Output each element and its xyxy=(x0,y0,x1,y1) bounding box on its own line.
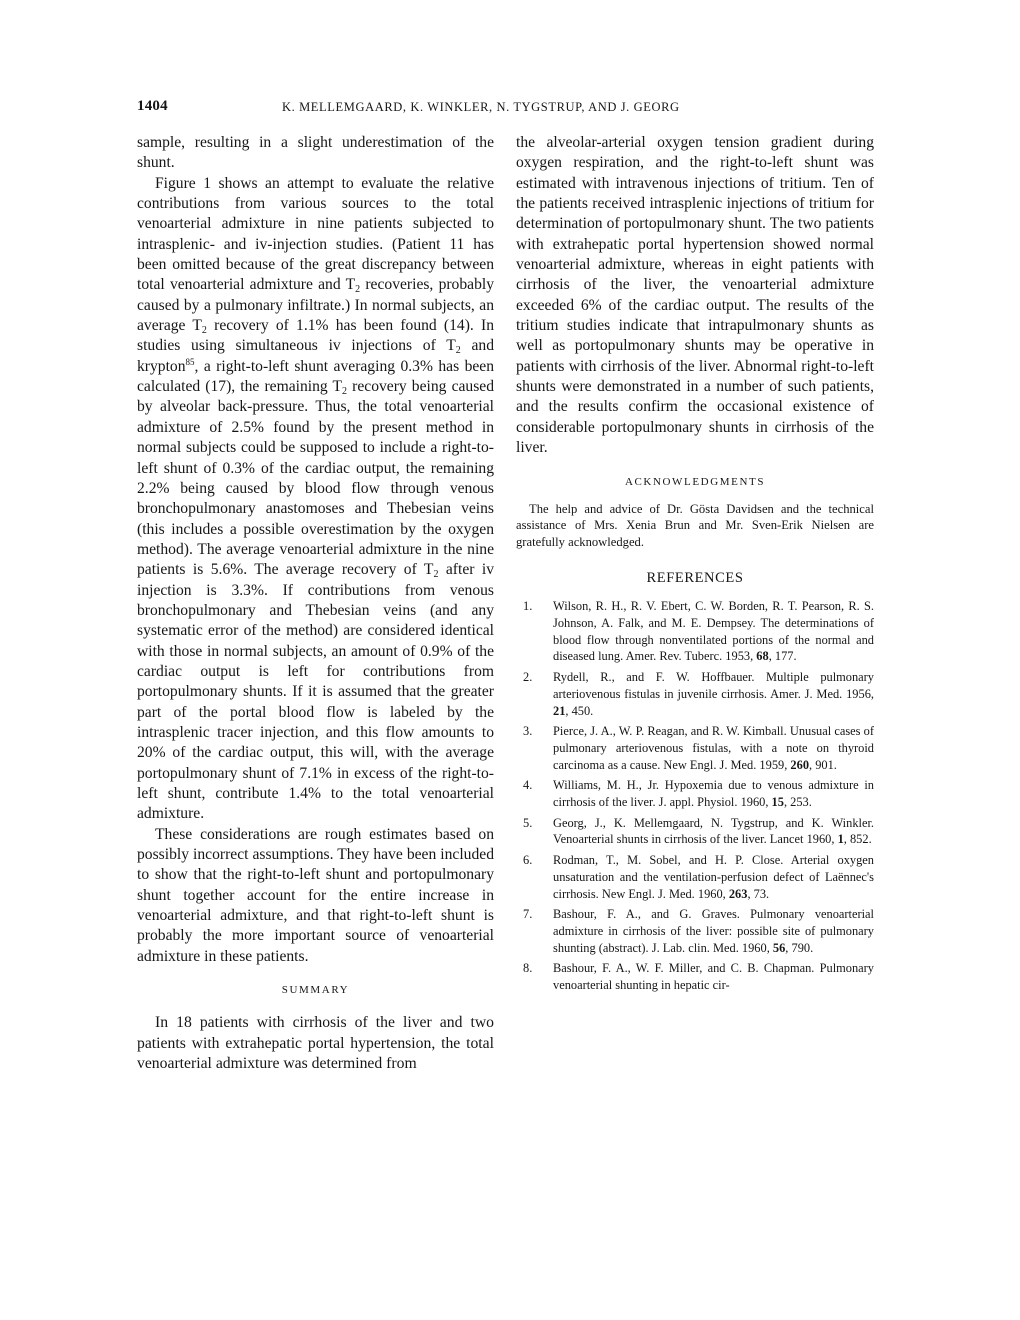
reference-item: 1. Wilson, R. H., R. V. Ebert, C. W. Borden, R. T. Pearson, R. S. Johnson, A. Falk, and M. E. Dempsey. The determinations of blood flow through nonventilated portions of the normal and diseased lung. Amer. Rev. Tuberc. 1953, 68, 177. xyxy=(523,599,874,664)
right-column xyxy=(516,133,874,994)
summary-paragraph-start: In 18 patients with cirrhosis of the liver and two patients with extrahepatic portal hypertension, the total venoarterial admixture was determined from xyxy=(137,1014,494,1072)
left-column xyxy=(137,133,494,1074)
reference-item: 6. Rodman, T., M. Sobel, and H. P. Close. Arterial oxygen unsaturation and the ventilation-perfusion defect of Laënnec's cirrhosis. New Engl. J. Med. 1960, 263, 73. xyxy=(523,853,874,901)
running-head: K. MELLEMGAARD, K. WINKLER, N. TYGSTRUP, AND J. GEORG xyxy=(282,100,680,114)
paragraph-figure-1-discussion: Figure 1 shows an attempt to evaluate the relative contributions from various sources to the total venoarterial admixture in nine patients subjected to intrasplenic- and iv-injection studies. (Patient 11 has been omitted because of the great discrepancy between total venoarterial admixture and $T_2$ recoveries, probably caused by a pulmonary infiltrate.) In normal subjects, an average $T_2$ recovery of 1.1% has been found (14). In studies using simultaneous iv injections of $T_2$ and krypton$^{85}$, a right-to-left shunt averaging 0.3% has been calculated (17), the remaining $T_2$ recovery being caused by alveolar back-pressure. Thus, the total venoarterial admixture of 2.5% found by the present method in normal subjects could be supposed to include a right-to-left shunt of 0.3% of the cardiac output, the remaining 2.2% being caused by blood flow through venous bronchopulmonary anastomoses and Thebesian veins (this includes a possible overestimation by the oxygen method). The average venoarterial admixture in the nine patients is 5.6%. The average recovery of $T_2$ after iv injection is 3.3%. If contributions from venous bronchopulmonary and Thebesian veins (and any systematic error of the method) are considered identical with those in normal subjects, an amount of 0.9% of the cardiac output is left for contributions from portopulmonary shunts. If it is assumed that the greater part of the portal blood flow is labeled by the intrasplenic tracer injection, and this flow amounts to 20% of the cardiac output, this will, with the average portopulmonary shunt of 7.1% in excess of the right-to-left shunt, contribute 1.4% to the total venoarterial admixture. xyxy=(137,174,494,823)
acknowledgments-heading: ACKNOWLEDGMENTS xyxy=(624,475,766,488)
page-number: 1404 xyxy=(137,98,168,114)
summary-paragraph-end: the alveolar-arterial oxygen tension gradient during oxygen respiration, and the right-to-left shunt was estimated with intravenous injections of tritium. Ten of the patients received intrasplenic injections of tritium for determination of portopulmonary shunt. The two patients with extrahepatic portal hypertension showed normal venoarterial admixture, whereas in eight patients with cirrhosis of the liver, the venoarterial admixture exceeded 6% of the cardiac output. The results of the tritium studies indicate that intrapulmonary shunts as well as portopulmonary shunts may be operative in patients with cirrhosis of the liver. Abnormal right-to-left shunts were demonstrated in a number of such patients, and the results confirm the occasional existence of considerable portopulmonary shunts in cirrhosis of the liver. xyxy=(516,134,874,457)
reference-item: 8. Bashour, F. A., W. F. Miller, and C. B. Chapman. Pulmonary venoarterial shunting in hepatic cir- xyxy=(523,961,874,993)
reference-list xyxy=(516,598,874,993)
paragraph-continued: sample, resulting in a slight underestimation of the shunt. xyxy=(137,134,494,172)
acknowledgments-text: The help and advice of Dr. Gösta Davidsen and the technical assistance of Mrs. Xenia Brun and Mr. Sven-Erik Nielsen are gratefully acknowledged. xyxy=(516,501,874,549)
reference-item: 5. Georg, J., K. Mellemgaard, N. Tygstrup, and K. Winkler. Venoarterial shunts in cirrhosis of the liver. Lancet 1960, 1, 852. xyxy=(523,815,874,847)
references-heading: REFERENCES xyxy=(646,570,744,587)
summary-heading: SUMMARY xyxy=(281,984,350,997)
reference-item: 7. Bashour, F. A., and G. Graves. Pulmonary venoarterial admixture in cirrhosis of the liver: possible site of pulmonary shunting (abstract). J. Lab. clin. Med. 1960, 56, 790. xyxy=(523,907,874,955)
reference-item: 3. Pierce, J. A., W. P. Reagan, and R. W. Kimball. Unusual cases of pulmonary arteriovenous fistulas, with a note on thyroid carcinoma as a cause. New Engl. J. Med. 1959, 260, 901. xyxy=(523,724,874,772)
reference-item: 2. Rydell, R., and F. W. Hoffbauer. Multiple pulmonary arteriovenous fistulas in juvenile cirrhosis. Amer. J. Med. 1956, 21, 450. xyxy=(523,670,874,718)
paragraph-considerations: These considerations are rough estimates based on possibly incorrect assumptions. They have been included to show that the right-to-left shunt and portopulmonary shunt together account for the entire increase in venoarterial admixture, and that right-to-left shunt is probably the more important source of venoarterial admixture in these patients. xyxy=(137,825,494,965)
reference-item: 4. Williams, M. H., Jr. Hypoxemia due to venous admixture in cirrhosis of the liver. J. appl. Physiol. 1960, 15, 253. xyxy=(523,778,874,810)
